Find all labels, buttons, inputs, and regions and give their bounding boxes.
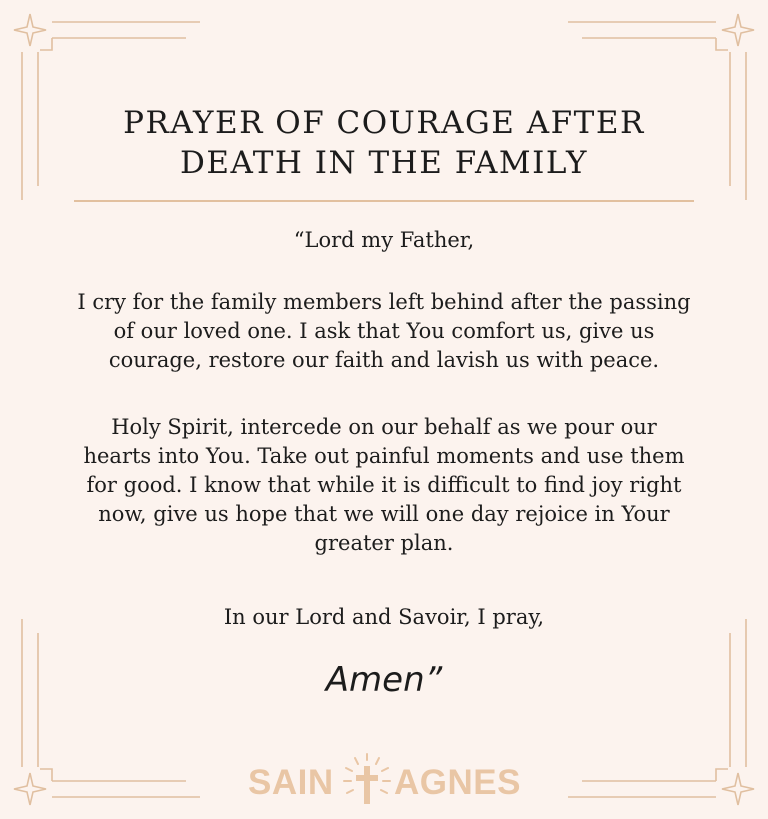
paragraph-line: greater plan. <box>314 531 454 555</box>
saint-agnes-logo <box>248 752 520 808</box>
logo-text-right: AGNES <box>394 763 521 802</box>
prayer-amen: Amen” <box>325 660 443 700</box>
paragraph-line: of our loved one. I ask that You comfort us, give us <box>113 319 655 343</box>
paragraph-line: I cry for the family members left behind after the passing <box>77 290 691 314</box>
title-divider <box>74 200 694 202</box>
prayer-paragraph-1 <box>40 288 728 375</box>
title-line-2: DEATH IN THE FAMILY <box>180 145 588 181</box>
paragraph-line: now, give us hope that we will one day rejoice in Your <box>98 502 670 526</box>
prayer-paragraph-2 <box>40 413 728 558</box>
prayer-closing: In our Lord and Savoir, I pray, <box>223 605 545 629</box>
page-title <box>0 103 768 183</box>
title-line-1: PRAYER OF COURAGE AFTER <box>123 105 645 141</box>
paragraph-line: Holy Spirit, intercede on our behalf as we pour our <box>111 415 657 439</box>
paragraph-line: courage, restore our faith and lavish us with peace. <box>108 348 660 372</box>
prayer-salutation: “Lord my Father, <box>293 228 475 252</box>
paragraph-line: for good. I know that while it is difficult to find joy right <box>86 473 682 497</box>
logo-text-left: SAIN <box>248 763 334 802</box>
cross-icon <box>342 752 392 808</box>
paragraph-line: hearts into You. Take out painful moments and use them <box>83 444 685 468</box>
